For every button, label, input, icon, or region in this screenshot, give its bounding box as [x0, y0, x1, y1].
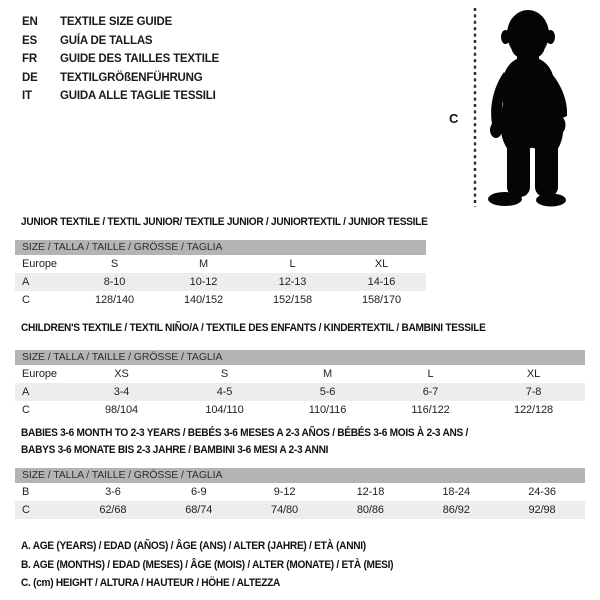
months-cell: 3-6: [105, 486, 121, 498]
height-cell: 98/104: [104, 404, 139, 416]
language-title: GUIDE DES TAILLES TEXTILE: [60, 53, 219, 66]
toddler-silhouette-icon: [488, 10, 567, 207]
height-cell: 92/98: [528, 504, 556, 516]
size-cell: S: [220, 368, 229, 380]
row-label: C: [22, 504, 30, 516]
table-row-age: [15, 383, 585, 401]
age-cell: 6-7: [422, 386, 439, 398]
language-row-fr: [22, 50, 219, 69]
height-cell: 68/74: [185, 504, 213, 516]
row-label: C: [22, 294, 30, 306]
height-cell: 158/170: [361, 294, 402, 306]
height-cell: 152/158: [272, 294, 313, 306]
table-row-months: [15, 483, 585, 501]
height-cell: 86/92: [442, 504, 470, 516]
months-cell: 18-24: [442, 486, 471, 498]
months-cell: 12-18: [356, 486, 385, 498]
row-label: A: [22, 386, 30, 398]
height-cell: 62/68: [99, 504, 127, 516]
language-title: TEXTILGRÖßENFÜHRUNG: [60, 71, 203, 84]
language-code: DE: [22, 71, 38, 84]
height-cell: 104/110: [205, 404, 244, 416]
language-row-en: [22, 13, 219, 32]
language-code: FR: [22, 53, 37, 66]
size-cell: XS: [114, 368, 129, 380]
age-cell: 12-13: [278, 276, 307, 288]
legend-height-cm: C. (cm) HEIGHT / ALTURA / HAUTEUR / HÖHE / ALTEZZA: [21, 577, 281, 589]
age-cell: 3-4: [113, 386, 130, 398]
language-code: ES: [22, 34, 37, 47]
size-cell: L: [289, 258, 296, 270]
age-cell: 10-12: [189, 276, 218, 288]
size-header-bar: SIZE / TALLA / TAILLE / GRÖSSE / TAGLIA: [15, 468, 585, 483]
table-row-age: [15, 273, 426, 291]
row-label: C: [22, 404, 30, 416]
height-label: C: [449, 111, 459, 126]
toddler-height-figure: [440, 0, 600, 220]
language-row-it: [22, 87, 219, 106]
babies-section-title-line1: BABIES 3-6 MONTH TO 2-3 YEARS / BEBÉS 3-6 MESES A 2-3 AÑOS / BÉBÉS 3-6 MOIS À 2-3 ANS /: [21, 427, 469, 439]
months-cell: 6-9: [190, 486, 207, 498]
size-cell: M: [198, 258, 209, 270]
table-row-height: [15, 401, 585, 419]
size-cell: M: [322, 368, 333, 380]
babies-section-title-line2: BABYS 3-6 MONATE BIS 2-3 JAHRE / BAMBINI 3-6 MESI A 2-3 ANNI: [21, 444, 329, 456]
height-cell: 110/116: [308, 404, 347, 416]
language-list: [22, 13, 219, 106]
height-cell: 122/128: [513, 404, 554, 416]
language-row-es: [22, 32, 219, 51]
size-cell: S: [110, 258, 119, 270]
age-cell: 4-5: [216, 386, 233, 398]
language-row-de: [22, 69, 219, 88]
size-cell: XL: [374, 258, 389, 270]
language-code: IT: [22, 90, 32, 103]
table-row-height: [15, 501, 585, 519]
junior-section-title: JUNIOR TEXTILE / TEXTIL JUNIOR/ TEXTILE JUNIOR / JUNIORTEXTIL / JUNIOR TESSILE: [21, 216, 428, 228]
children-size-table: [15, 350, 585, 419]
size-header-bar: SIZE / TALLA / TAILLE / GRÖSSE / TAGLIA: [15, 240, 426, 255]
language-title: GUIDA ALLE TAGLIE TESSILI: [60, 90, 216, 103]
age-cell: 8-10: [103, 276, 126, 288]
language-title: GUÍA DE TALLAS: [60, 34, 153, 47]
height-cell: 74/80: [271, 504, 299, 516]
height-cell: 116/122: [411, 404, 450, 416]
legend-age-years: A. AGE (YEARS) / EDAD (AÑOS) / ÂGE (ANS) / ALTER (JAHRE) / ETÀ (ANNI): [21, 540, 366, 552]
table-row-europe: [15, 255, 426, 273]
age-cell: 14-16: [367, 276, 396, 288]
size-cell: L: [427, 368, 434, 380]
language-code: EN: [22, 16, 38, 29]
height-cell: 128/140: [94, 294, 135, 306]
junior-size-table: [15, 240, 426, 309]
language-title: TEXTILE SIZE GUIDE: [60, 16, 173, 29]
row-label: Europe: [22, 368, 57, 380]
row-label: A: [22, 276, 30, 288]
babies-size-table: [15, 468, 585, 519]
months-cell: 24-36: [528, 486, 556, 498]
age-cell: 5-6: [319, 386, 336, 398]
age-cell: 7-8: [525, 386, 542, 398]
row-label: B: [22, 486, 30, 498]
measurement-legend: [21, 537, 426, 593]
size-cell: XL: [526, 368, 541, 380]
height-cell: 80/86: [356, 504, 384, 516]
size-header-bar: SIZE / TALLA / TAILLE / GRÖSSE / TAGLIA: [15, 350, 585, 365]
table-row-height: [15, 291, 426, 309]
legend-age-months: B. AGE (MONTHS) / EDAD (MESES) / ÂGE (MOIS) / ALTER (MONATE) / ETÀ (MESI): [21, 558, 394, 571]
table-row-europe: [15, 365, 585, 383]
months-cell: 9-12: [273, 486, 296, 498]
children-section-title: CHILDREN'S TEXTILE / TEXTIL NIÑO/A / TEXTILE DES ENFANTS / KINDERTEXTIL / BAMBINI TESSILE: [21, 322, 486, 334]
row-label: Europe: [22, 258, 57, 270]
height-cell: 140/152: [183, 294, 224, 306]
